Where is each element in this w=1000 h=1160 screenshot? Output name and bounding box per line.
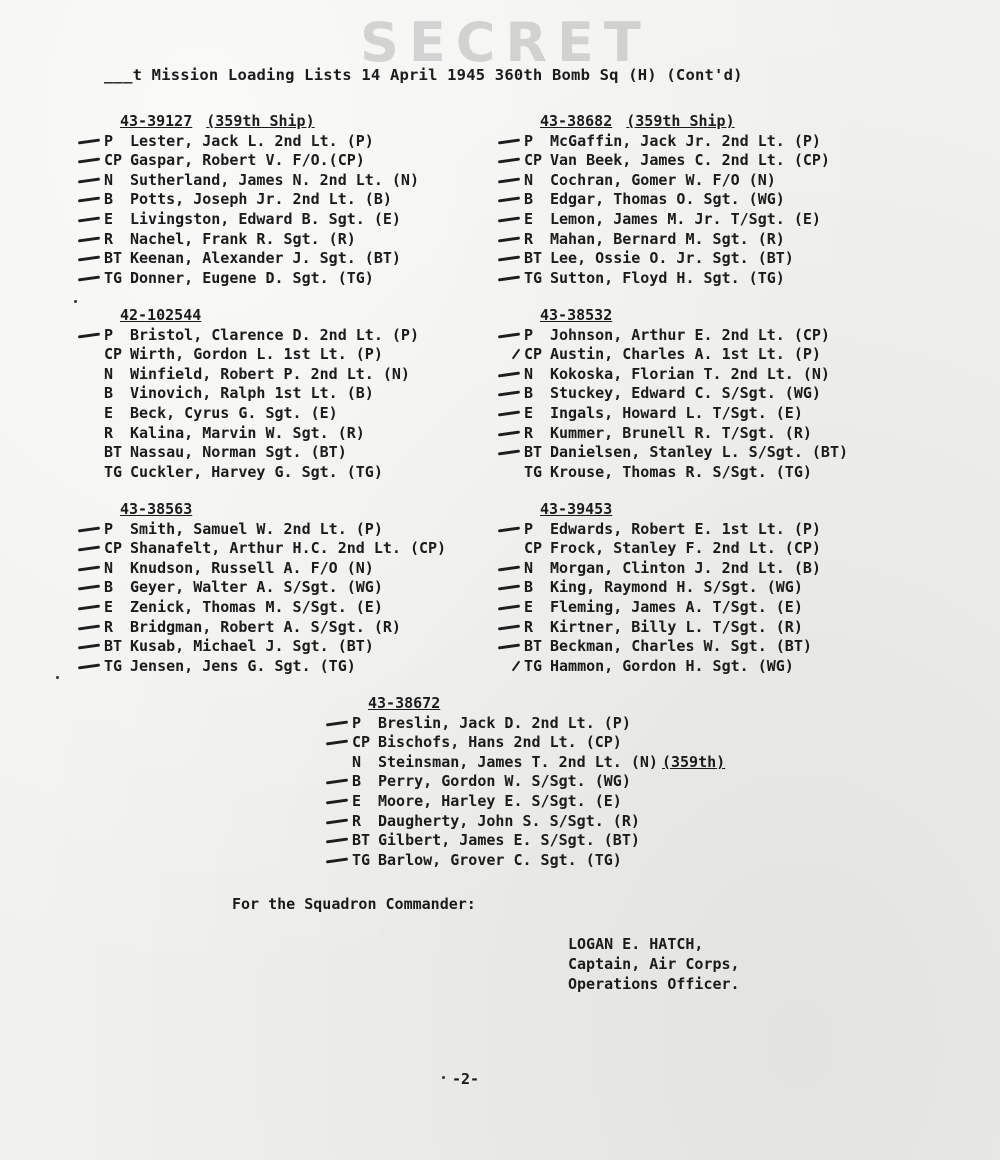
crew-position: BT xyxy=(104,637,123,656)
crew-member-row xyxy=(352,792,725,812)
aircraft-serial xyxy=(368,694,440,714)
crew-member-name: Breslin, Jack D. 2nd Lt. (P) xyxy=(378,713,631,732)
crew-position: N xyxy=(524,558,534,577)
pencil-tick-mark xyxy=(78,158,100,164)
crew-block xyxy=(524,306,848,482)
crew-member-row xyxy=(104,539,446,559)
crew-member-name: Kokoska, Florian T. 2nd Lt. (N) xyxy=(550,364,830,383)
crew-member-row xyxy=(104,578,446,598)
crew-member-row xyxy=(524,171,830,191)
crew-member-row xyxy=(104,443,419,463)
pencil-tick-mark xyxy=(78,565,100,571)
pencil-tick-mark xyxy=(78,275,100,281)
crew-position: N xyxy=(104,558,114,577)
crew-member-name: Lee, Ossie O. Jr. Sgt. (BT) xyxy=(550,249,794,268)
pencil-tick-mark xyxy=(498,450,520,456)
crew-member-name: Lester, Jack L. 2nd Lt. (P) xyxy=(130,131,374,150)
scan-speck xyxy=(56,676,59,679)
crew-member-row xyxy=(524,190,830,210)
crew-member-name: Wirth, Gordon L. 1st Lt. (P) xyxy=(130,345,383,364)
crew-position: B xyxy=(104,384,114,403)
crew-position: N xyxy=(104,364,114,383)
crew-member-name: Sutherland, James N. 2nd Lt. (N) xyxy=(130,170,419,189)
crew-member-name: McGaffin, Jack Jr. 2nd Lt. (P) xyxy=(550,131,821,150)
pencil-tick-mark xyxy=(78,624,100,630)
pencil-tick-mark xyxy=(498,158,520,164)
squadron-note: (359th) xyxy=(661,752,726,771)
crew-member-name: Mahan, Bernard M. Sgt. (R) xyxy=(550,229,785,248)
crew-position: R xyxy=(524,229,534,248)
crew-position: E xyxy=(104,209,114,228)
crew-member-name: Nassau, Norman Sgt. (BT) xyxy=(130,443,347,462)
pencil-tick-mark xyxy=(326,857,348,863)
crew-member-name: Keenan, Alexander J. Sgt. (BT) xyxy=(130,249,401,268)
crew-position: CP xyxy=(104,345,123,364)
crew-position: R xyxy=(104,229,114,248)
crew-member-row xyxy=(104,424,419,444)
aircraft-serial xyxy=(120,306,201,326)
crew-member-row xyxy=(524,249,830,269)
crew-member-row xyxy=(104,559,446,579)
crew-member-name: Van Beek, James C. 2nd Lt. (CP) xyxy=(550,151,830,170)
secret-stamp: SECRET xyxy=(360,11,651,74)
crew-member-row xyxy=(524,326,848,346)
crew-block xyxy=(104,112,419,288)
crew-member-name: Daugherty, John S. S/Sgt. (R) xyxy=(378,811,640,830)
aircraft-serial xyxy=(540,112,735,132)
crew-member-row xyxy=(104,132,419,152)
crew-member-name: Moore, Harley E. S/Sgt. (E) xyxy=(378,791,622,810)
crew-position: N xyxy=(524,170,534,189)
pencil-tick-mark xyxy=(78,138,100,144)
pencil-tick-mark xyxy=(498,644,520,650)
crew-member-name: Livingston, Edward B. Sgt. (E) xyxy=(130,209,401,228)
crew-position: TG xyxy=(524,462,543,481)
crew-member-row xyxy=(524,384,848,404)
crew-member-row xyxy=(524,443,848,463)
pencil-tick-mark xyxy=(326,838,348,844)
crew-member-name: Bristol, Clarence D. 2nd Lt. (P) xyxy=(130,325,419,344)
crew-member-name: Johnson, Arthur E. 2nd Lt. (CP) xyxy=(550,325,830,344)
pencil-tick-mark xyxy=(512,349,521,360)
crew-position: E xyxy=(524,597,534,616)
scan-speck xyxy=(74,300,77,303)
crew-member-row xyxy=(104,269,419,289)
crew-position: CP xyxy=(524,151,543,170)
crew-member-row xyxy=(104,230,419,250)
crew-position: E xyxy=(352,791,362,810)
crew-member-row xyxy=(104,657,446,677)
signature-block xyxy=(568,934,740,994)
aircraft-serial-number: 43-39127 xyxy=(120,112,193,130)
pencil-tick-mark xyxy=(498,565,520,571)
crew-member-row xyxy=(352,753,725,773)
crew-member-name: Beckman, Charles W. Sgt. (BT) xyxy=(550,637,812,656)
crew-member-row xyxy=(352,772,725,792)
crew-member-row xyxy=(524,404,848,424)
crew-member-row xyxy=(524,559,821,579)
crew-member-row xyxy=(524,578,821,598)
crew-member-row xyxy=(524,151,830,171)
crew-position: TG xyxy=(524,268,543,287)
crew-member-name: Geyer, Walter A. S/Sgt. (WG) xyxy=(130,578,383,597)
pencil-tick-mark xyxy=(498,236,520,242)
crew-block xyxy=(524,500,821,676)
aircraft-serial xyxy=(540,500,612,520)
crew-member-row xyxy=(104,404,419,424)
crew-member-row xyxy=(524,618,821,638)
crew-position: E xyxy=(524,209,534,228)
crew-member-name: Stuckey, Edward C. S/Sgt. (WG) xyxy=(550,384,821,403)
crew-member-row xyxy=(524,230,830,250)
crew-member-name: Potts, Joseph Jr. 2nd Lt. (B) xyxy=(130,190,392,209)
crew-member-name: Ingals, Howard L. T/Sgt. (E) xyxy=(550,403,803,422)
pencil-tick-mark xyxy=(326,798,348,804)
pencil-tick-mark xyxy=(498,430,520,436)
pencil-tick-mark xyxy=(78,197,100,203)
pencil-tick-mark xyxy=(78,256,100,262)
crew-member-name: Frock, Stanley F. 2nd Lt. (CP) xyxy=(550,539,821,558)
pencil-tick-mark xyxy=(78,332,100,338)
crew-position: P xyxy=(104,519,114,538)
crew-member-row xyxy=(524,365,848,385)
aircraft-serial xyxy=(540,306,612,326)
crew-position: P xyxy=(524,325,534,344)
crew-position: R xyxy=(104,617,114,636)
pencil-tick-mark xyxy=(78,526,100,532)
crew-member-name: Kummer, Brunell R. T/Sgt. (R) xyxy=(550,423,812,442)
aircraft-serial-number: 42-102544 xyxy=(120,306,202,324)
crew-position: BT xyxy=(524,249,543,268)
crew-member-name: Zenick, Thomas M. S/Sgt. (E) xyxy=(130,597,383,616)
crew-member-name: Krouse, Thomas R. S/Sgt. (TG) xyxy=(550,462,812,481)
crew-member-row xyxy=(104,345,419,365)
crew-member-row xyxy=(352,733,725,753)
crew-position: TG xyxy=(104,656,123,675)
crew-member-name: Steinsman, James T. 2nd Lt. (N) xyxy=(378,752,658,771)
pencil-tick-mark xyxy=(498,604,520,610)
crew-position: R xyxy=(524,617,534,636)
pencil-tick-mark xyxy=(78,585,100,591)
crew-member-name: Danielsen, Stanley L. S/Sgt. (BT) xyxy=(550,443,849,462)
crew-member-row xyxy=(352,851,725,871)
signature-title: Operations Officer. xyxy=(568,975,740,993)
crew-member-name: Gaspar, Robert V. F/O.(CP) xyxy=(130,151,365,170)
crew-position: TG xyxy=(104,268,123,287)
pencil-tick-mark xyxy=(498,216,520,222)
crew-member-row xyxy=(104,618,446,638)
crew-position: CP xyxy=(524,539,543,558)
crew-position: N xyxy=(524,364,534,383)
crew-member-row xyxy=(524,269,830,289)
crew-member-name: Nachel, Frank R. Sgt. (R) xyxy=(130,229,356,248)
crew-member-name: Smith, Samuel W. 2nd Lt. (P) xyxy=(130,519,383,538)
crew-member-row xyxy=(352,714,725,734)
crew-position: B xyxy=(524,190,534,209)
crew-member-name: Edgar, Thomas O. Sgt. (WG) xyxy=(550,190,785,209)
crew-position: B xyxy=(524,384,534,403)
crew-member-row xyxy=(104,384,419,404)
crew-member-name: Vinovich, Ralph 1st Lt. (B) xyxy=(130,384,374,403)
pencil-tick-mark xyxy=(78,177,100,183)
crew-member-name: Kirtner, Billy L. T/Sgt. (R) xyxy=(550,617,803,636)
pencil-tick-mark xyxy=(498,332,520,338)
aircraft-note: (359th Ship) xyxy=(626,112,735,130)
pencil-tick-mark xyxy=(78,216,100,222)
crew-member-row xyxy=(524,345,848,365)
crew-member-row xyxy=(104,520,446,540)
pencil-tick-mark xyxy=(78,236,100,242)
crew-member-row xyxy=(524,463,848,483)
crew-position: E xyxy=(104,597,114,616)
crew-member-row xyxy=(104,171,419,191)
pencil-tick-mark xyxy=(78,663,100,669)
pencil-tick-mark xyxy=(326,818,348,824)
crew-member-row xyxy=(524,598,821,618)
pencil-tick-mark xyxy=(326,740,348,746)
crew-member-row xyxy=(104,326,419,346)
crew-member-row xyxy=(104,249,419,269)
crew-position: B xyxy=(524,578,534,597)
crew-position: P xyxy=(352,713,362,732)
crew-member-row xyxy=(524,539,821,559)
aircraft-serial-number: 43-38682 xyxy=(540,112,613,130)
signature-rank: Captain, Air Corps, xyxy=(568,955,740,973)
pencil-tick-mark xyxy=(498,391,520,397)
crew-member-name: Cochran, Gomer W. F/O (N) xyxy=(550,170,776,189)
crew-member-row xyxy=(524,637,821,657)
crew-member-row xyxy=(104,210,419,230)
pencil-tick-mark xyxy=(498,585,520,591)
crew-position: R xyxy=(352,811,362,830)
pencil-tick-mark xyxy=(498,256,520,262)
crew-member-name: Perry, Gordon W. S/Sgt. (WG) xyxy=(378,772,631,791)
crew-position: CP xyxy=(352,733,371,752)
crew-member-row xyxy=(352,812,725,832)
crew-member-name: Gilbert, James E. S/Sgt. (BT) xyxy=(378,831,640,850)
crew-member-name: Shanafelt, Arthur H.C. 2nd Lt. (CP) xyxy=(130,539,447,558)
page-number: -2- xyxy=(452,1070,480,1088)
crew-position: E xyxy=(104,403,114,422)
crew-position: B xyxy=(104,578,114,597)
crew-member-name: Cuckler, Harvey G. Sgt. (TG) xyxy=(130,462,383,481)
pencil-tick-mark xyxy=(498,177,520,183)
crew-position: P xyxy=(104,325,114,344)
pencil-tick-mark xyxy=(498,410,520,416)
crew-member-name: Sutton, Floyd H. Sgt. (TG) xyxy=(550,268,785,287)
crew-position: R xyxy=(104,423,114,442)
crew-position: CP xyxy=(524,345,543,364)
pencil-tick-mark xyxy=(498,526,520,532)
pencil-tick-mark xyxy=(498,138,520,144)
crew-position: P xyxy=(524,519,534,538)
crew-block xyxy=(104,306,419,482)
aircraft-note: (359th Ship) xyxy=(206,112,315,130)
crew-position: R xyxy=(524,423,534,442)
crew-member-name: Bridgman, Robert A. S/Sgt. (R) xyxy=(130,617,401,636)
crew-member-name: Edwards, Robert E. 1st Lt. (P) xyxy=(550,519,821,538)
crew-position: TG xyxy=(352,850,371,869)
crew-position: E xyxy=(524,403,534,422)
crew-position: P xyxy=(524,131,534,150)
crew-member-name: King, Raymond H. S/Sgt. (WG) xyxy=(550,578,803,597)
crew-member-name: Kusab, Michael J. Sgt. (BT) xyxy=(130,637,374,656)
aircraft-serial-number: 43-38532 xyxy=(540,306,613,324)
crew-member-row xyxy=(104,637,446,657)
crew-position: P xyxy=(104,131,114,150)
crew-member-row xyxy=(104,598,446,618)
crew-member-name: Fleming, James A. T/Sgt. (E) xyxy=(550,597,803,616)
aircraft-serial-number: 43-39453 xyxy=(540,500,613,518)
crew-member-name: Kalina, Marvin W. Sgt. (R) xyxy=(130,423,365,442)
aircraft-serial xyxy=(120,500,192,520)
crew-member-name: Winfield, Robert P. 2nd Lt. (N) xyxy=(130,364,410,383)
pencil-tick-mark xyxy=(498,371,520,377)
crew-member-row xyxy=(104,463,419,483)
crew-member-name: Lemon, James M. Jr. T/Sgt. (E) xyxy=(550,209,821,228)
crew-member-name: Beck, Cyrus G. Sgt. (E) xyxy=(130,403,338,422)
pencil-tick-mark xyxy=(498,624,520,630)
crew-position: BT xyxy=(104,443,123,462)
crew-member-row xyxy=(352,831,725,851)
aircraft-serial xyxy=(120,112,315,132)
aircraft-serial-number: 43-38563 xyxy=(120,500,193,518)
crew-member-name: Barlow, Grover C. Sgt. (TG) xyxy=(378,850,622,869)
crew-position: BT xyxy=(524,443,543,462)
signoff-line: For the Squadron Commander: xyxy=(232,895,476,913)
crew-member-row xyxy=(104,151,419,171)
crew-position: TG xyxy=(104,462,123,481)
pencil-tick-mark xyxy=(326,720,348,726)
pencil-tick-mark xyxy=(498,197,520,203)
crew-member-row xyxy=(104,190,419,210)
crew-position: B xyxy=(104,190,114,209)
crew-member-name: Morgan, Clinton J. 2nd Lt. (B) xyxy=(550,558,821,577)
crew-member-row xyxy=(524,132,830,152)
crew-member-row xyxy=(524,210,830,230)
pencil-tick-mark xyxy=(326,779,348,785)
crew-member-row xyxy=(524,657,821,677)
crew-position: BT xyxy=(524,637,543,656)
document-header: ___t Mission Loading Lists 14 April 1945 360th Bomb Sq (H) (Cont'd) xyxy=(104,66,743,84)
pencil-tick-mark xyxy=(498,275,520,281)
crew-member-name: Austin, Charles A. 1st Lt. (P) xyxy=(550,345,821,364)
crew-position: N xyxy=(352,752,362,771)
crew-block xyxy=(104,500,446,676)
signature-name: LOGAN E. HATCH, xyxy=(568,935,704,953)
crew-member-name: Bischofs, Hans 2nd Lt. (CP) xyxy=(378,733,622,752)
crew-position: BT xyxy=(104,249,123,268)
crew-member-row xyxy=(104,365,419,385)
scan-speck xyxy=(442,1076,445,1079)
crew-position: BT xyxy=(352,831,371,850)
crew-block xyxy=(352,694,725,870)
crew-member-row xyxy=(524,424,848,444)
crew-member-name: Jensen, Jens G. Sgt. (TG) xyxy=(130,656,356,675)
crew-position: TG xyxy=(524,656,543,675)
aircraft-serial-number: 43-38672 xyxy=(368,694,441,712)
pencil-tick-mark xyxy=(512,660,521,671)
crew-member-row xyxy=(524,520,821,540)
crew-position: CP xyxy=(104,539,123,558)
crew-member-name: Knudson, Russell A. F/O (N) xyxy=(130,558,374,577)
pencil-tick-mark xyxy=(78,644,100,650)
crew-member-name: Hammon, Gordon H. Sgt. (WG) xyxy=(550,656,794,675)
crew-position: N xyxy=(104,170,114,189)
crew-position: B xyxy=(352,772,362,791)
crew-block xyxy=(524,112,830,288)
crew-position: CP xyxy=(104,151,123,170)
pencil-tick-mark xyxy=(78,604,100,610)
crew-member-name: Donner, Eugene D. Sgt. (TG) xyxy=(130,268,374,287)
pencil-tick-mark xyxy=(78,546,100,552)
